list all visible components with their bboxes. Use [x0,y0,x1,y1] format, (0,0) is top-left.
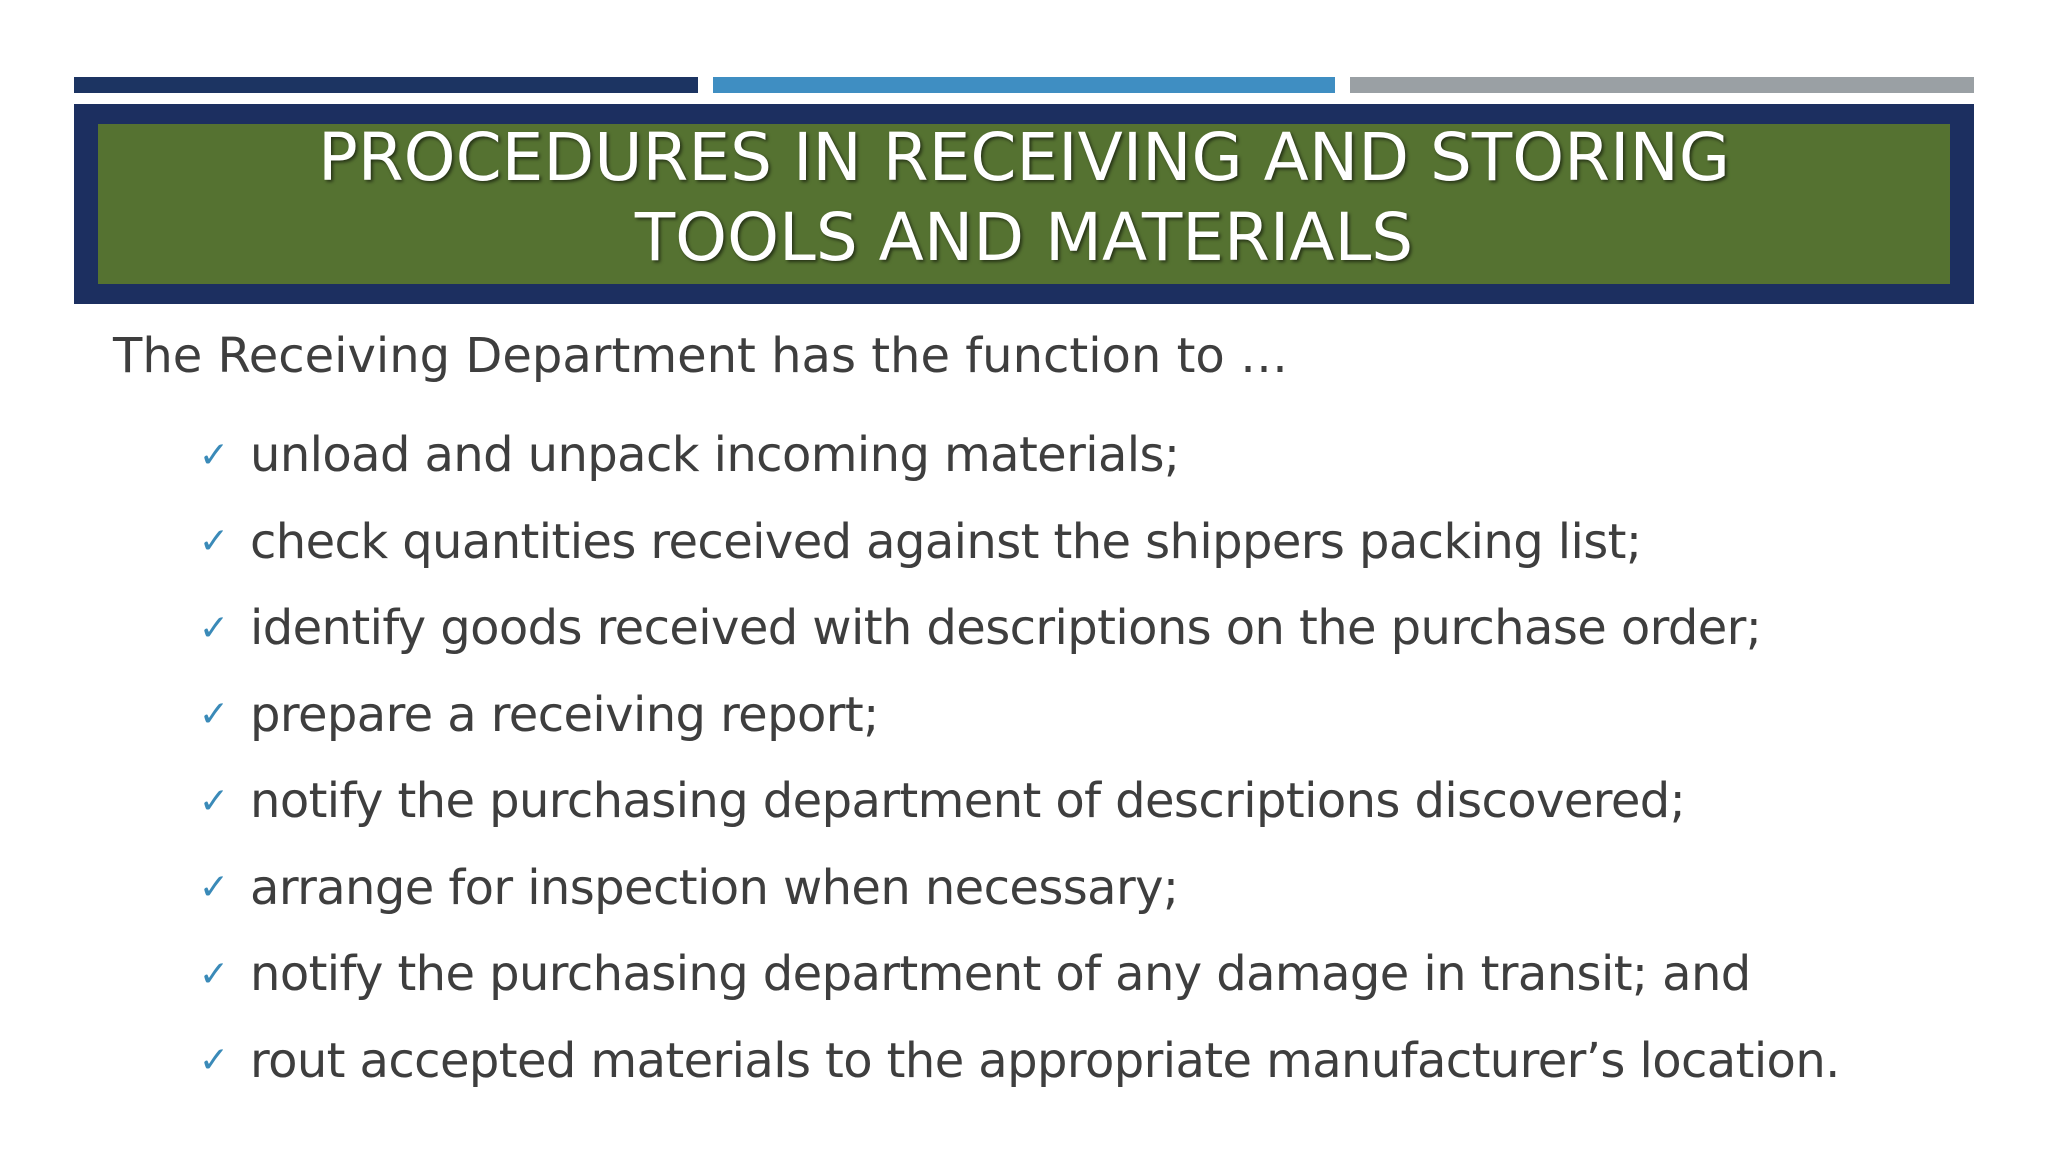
list-item-text: prepare a receiving report; [250,686,879,743]
list-item-text: rout accepted materials to the appropriate manufacturer’s location. [250,1032,1840,1089]
slide-title [318,118,1730,278]
intro-text: The Receiving Department has the function to … [113,328,1289,384]
list-item [196,585,1840,672]
list-item-text: arrange for inspection when necessary; [250,859,1179,916]
title-line-1: PROCEDURES IN RECEIVING AND STORING [317,119,1730,196]
checkmark-icon: ✓ [198,607,230,649]
list-item [196,412,1840,499]
list-item [196,931,1840,1018]
checkmark-icon: ✓ [198,1040,230,1082]
accent-bar-dark-blue [74,77,698,93]
accent-bar-light-blue [713,77,1335,93]
checkmark-icon: ✓ [198,953,230,995]
checkmark-icon: ✓ [198,521,230,563]
checkmark-icon: ✓ [198,434,230,476]
list-item-text: identify goods received with descriptions on the purchase order; [250,600,1762,657]
accent-bar-gray [1350,77,1974,93]
list-item [196,499,1840,586]
list-item [196,1018,1840,1105]
list-item-text: check quantities received against the shippers packing list; [250,513,1642,570]
title-box [98,119,1950,284]
checklist [196,412,1840,1104]
list-item [196,672,1840,759]
title-frame [74,104,1974,304]
title-line-2: TOOLS AND MATERIALS [634,199,1414,276]
list-item-text: unload and unpack incoming materials; [250,427,1180,484]
checkmark-icon: ✓ [198,867,230,909]
list-item [196,758,1840,845]
list-item-text: notify the purchasing department of any damage in transit; and [250,946,1751,1003]
checkmark-icon: ✓ [198,694,230,736]
list-item [196,845,1840,932]
list-item-text: notify the purchasing department of descriptions discovered; [250,773,1686,830]
checkmark-icon: ✓ [198,780,230,822]
